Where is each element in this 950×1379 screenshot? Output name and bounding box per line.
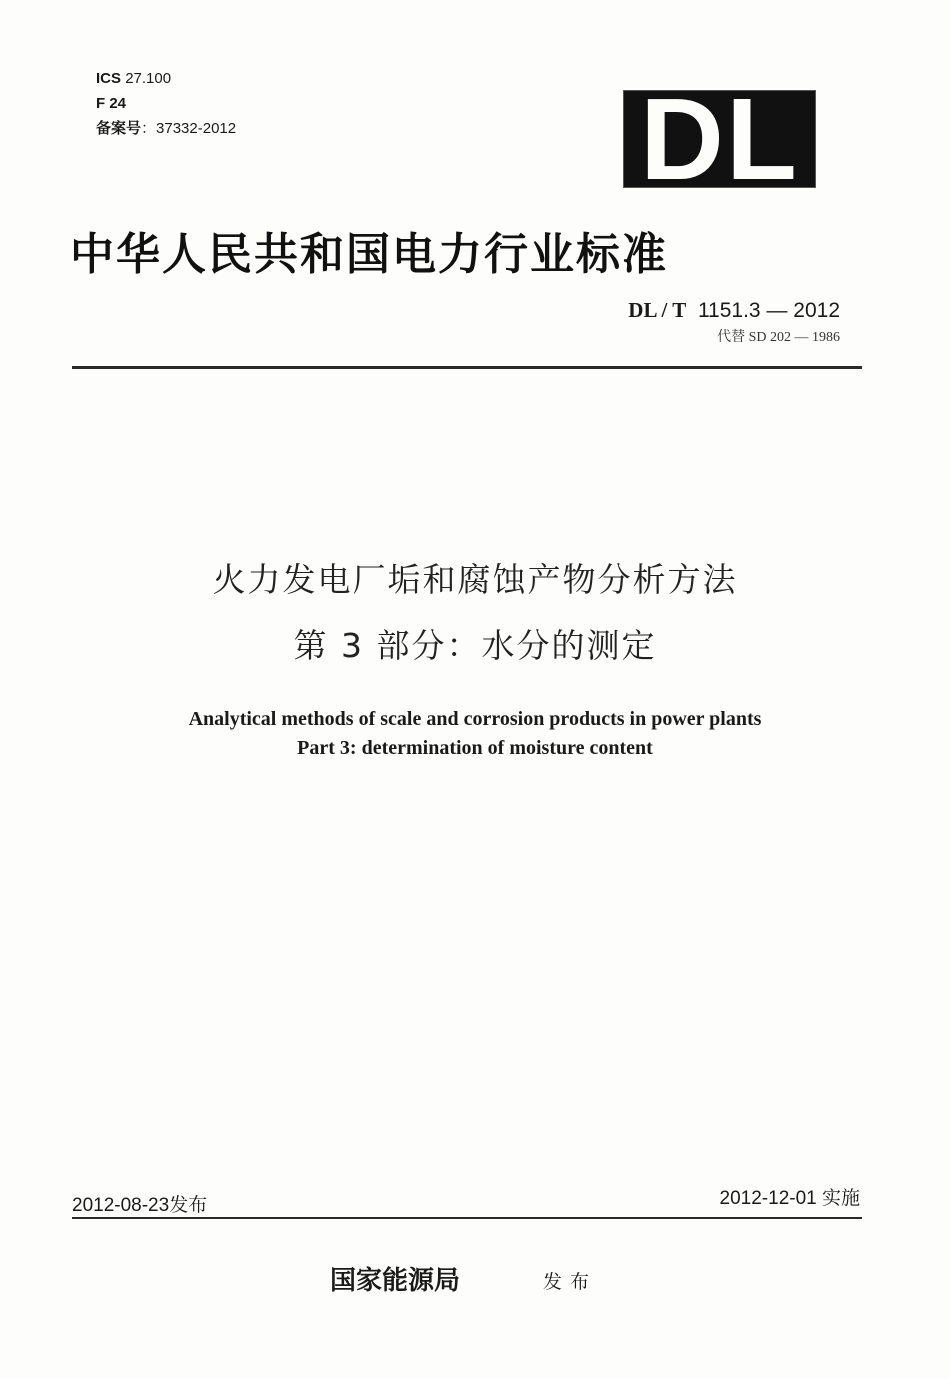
standard-number: [628, 298, 840, 323]
issue-label: 发布: [543, 1271, 598, 1293]
classification-block: [96, 66, 236, 141]
title-cn-line1: 火力发电厂垢和腐蚀产物分析方法: [212, 560, 738, 599]
ics-line: [96, 66, 236, 91]
title-cn-line2: 第 3 部分：水分的测定: [293, 626, 657, 665]
class-code: F 24: [96, 95, 127, 112]
issuing-authority: 国家能源局: [330, 1266, 461, 1296]
industry-standard-title: 中华人民共和国电力行业标准: [70, 229, 668, 280]
record-value: 37332-2012: [156, 120, 237, 137]
record-label: 备案号: [96, 120, 142, 137]
effective-date: 2012-12-01 实施: [719, 1188, 860, 1209]
title-en-line1: Analytical methods of scale and corrosion products in power plants: [188, 708, 762, 730]
top-divider: [72, 366, 862, 369]
ics-label: ICS: [96, 70, 122, 87]
replaces-standard: 代替 SD 202 — 1986: [717, 330, 840, 345]
ics-value: 27.100: [125, 70, 172, 87]
bottom-divider: [72, 1217, 862, 1219]
dl-logo: DL: [623, 90, 816, 188]
standard-number-value: 1151.3 — 2012: [697, 299, 840, 322]
standard-prefix: DL / T: [628, 298, 687, 322]
publish-date: 2012-08-23发布: [72, 1195, 208, 1216]
record-colon: ：: [141, 120, 157, 137]
title-en-line2: Part 3: determination of moisture content: [297, 737, 653, 759]
record-line: [96, 116, 236, 141]
